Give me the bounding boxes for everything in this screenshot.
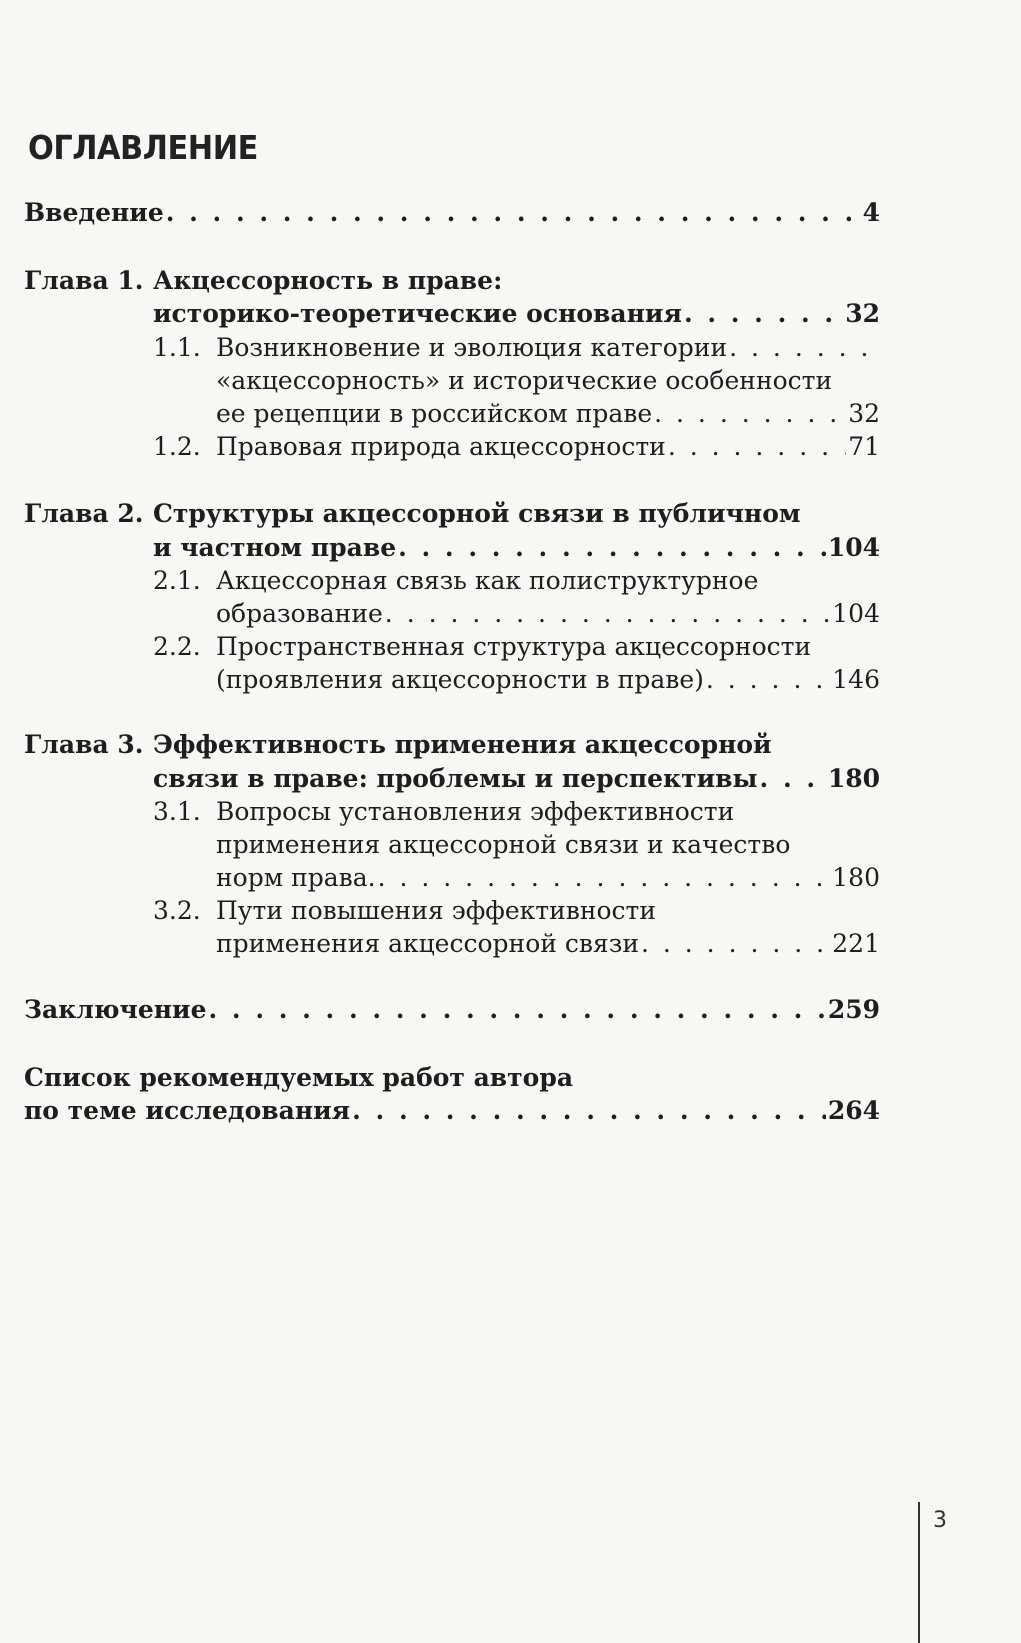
entry-title: Введение	[24, 198, 164, 227]
leader-dots	[684, 297, 843, 331]
entry-page: 180	[827, 764, 880, 793]
section-line-last: Правовая природа акцессорности . . . 71	[216, 430, 880, 464]
entry-page: 104	[832, 599, 880, 628]
leader-dots	[352, 1094, 826, 1128]
section-line: Пути повышения эффективности	[216, 896, 657, 925]
entry-page: 180	[832, 863, 880, 892]
section-line: применения акцессорной связи и качество	[216, 830, 791, 859]
section-line-last: применения акцессорной связи . . . 221	[216, 927, 880, 961]
chapter-label: Глава 1.	[24, 266, 144, 295]
section-line-last: ее рецепции в российском праве . . . 32	[216, 397, 880, 431]
leader-dots	[378, 861, 831, 895]
section-line: Пространственная структура акцессорности	[216, 632, 812, 661]
leader-dots	[209, 993, 826, 1027]
section-number: 1.1.	[153, 333, 201, 362]
entry-page: 32	[848, 399, 880, 428]
section-line: Вопросы установления эффективности	[216, 797, 735, 826]
leader-dots	[398, 531, 826, 565]
section-number: 2.1.	[153, 566, 201, 595]
toc-entry-works-line-last: по теме исследования . . . 264	[24, 1094, 880, 1128]
chapter-label: Глава 3.	[24, 730, 144, 759]
leader-dots	[641, 927, 830, 961]
section-number: 2.2.	[153, 632, 201, 661]
leader-dots	[760, 762, 826, 796]
leader-dots	[706, 663, 830, 697]
section-line: Акцессорная связь как полиструктурное	[216, 566, 759, 595]
entry-page: 71	[848, 432, 880, 461]
entry-page: 259	[827, 995, 880, 1024]
chapter-title-line: Эффективность применения акцессорной	[153, 730, 772, 759]
leader-dots	[166, 196, 861, 230]
toc-title: ОГЛАВЛЕНИЕ	[28, 128, 258, 167]
chapter-title-line-last: связи в праве: проблемы и перспективы . . . 180	[153, 762, 880, 796]
toc-entry-works-line: Список рекомендуемых работ автора	[24, 1063, 574, 1092]
page-number: 3	[933, 1508, 947, 1533]
section-number: 3.1.	[153, 797, 201, 826]
entry-title: Заключение	[24, 995, 207, 1024]
leader-dots	[654, 397, 846, 431]
leader-dots	[385, 597, 830, 631]
leader-dots	[668, 430, 846, 464]
chapter-title-line: Акцессорность в праве:	[153, 266, 503, 295]
entry-page: 146	[832, 665, 880, 694]
section-line-last: образование . . . 104	[216, 597, 880, 631]
chapter-title-line-last: и частном праве . . . 104	[153, 531, 880, 565]
entry-page: 104	[827, 533, 880, 562]
entry-page: 32	[845, 299, 880, 328]
toc-entry-conclusion	[24, 993, 880, 1027]
section-number: 3.2.	[153, 896, 201, 925]
section-number: 1.2.	[153, 432, 201, 461]
chapter-title-line: Структуры акцессорной связи в публичном	[153, 499, 801, 528]
chapter-title-line-last: историко-теоретические основания . . . 32	[153, 297, 880, 331]
section-line-last: норм права. . . . 180	[216, 861, 880, 895]
entry-page: 221	[832, 929, 880, 958]
section-line: Возникновение и эволюция категории . . .	[216, 331, 880, 365]
section-line: «акцессорность» и исторические особенности	[216, 366, 833, 395]
entry-page: 4	[862, 198, 880, 227]
chapter-label: Глава 2.	[24, 499, 144, 528]
leader-dots	[729, 331, 878, 365]
folio-rule	[918, 1502, 920, 1643]
section-line-last: (проявления акцессорности в праве) . . . 146	[216, 663, 880, 697]
entry-page: 264	[827, 1096, 880, 1125]
toc-entry-intro	[24, 196, 880, 230]
